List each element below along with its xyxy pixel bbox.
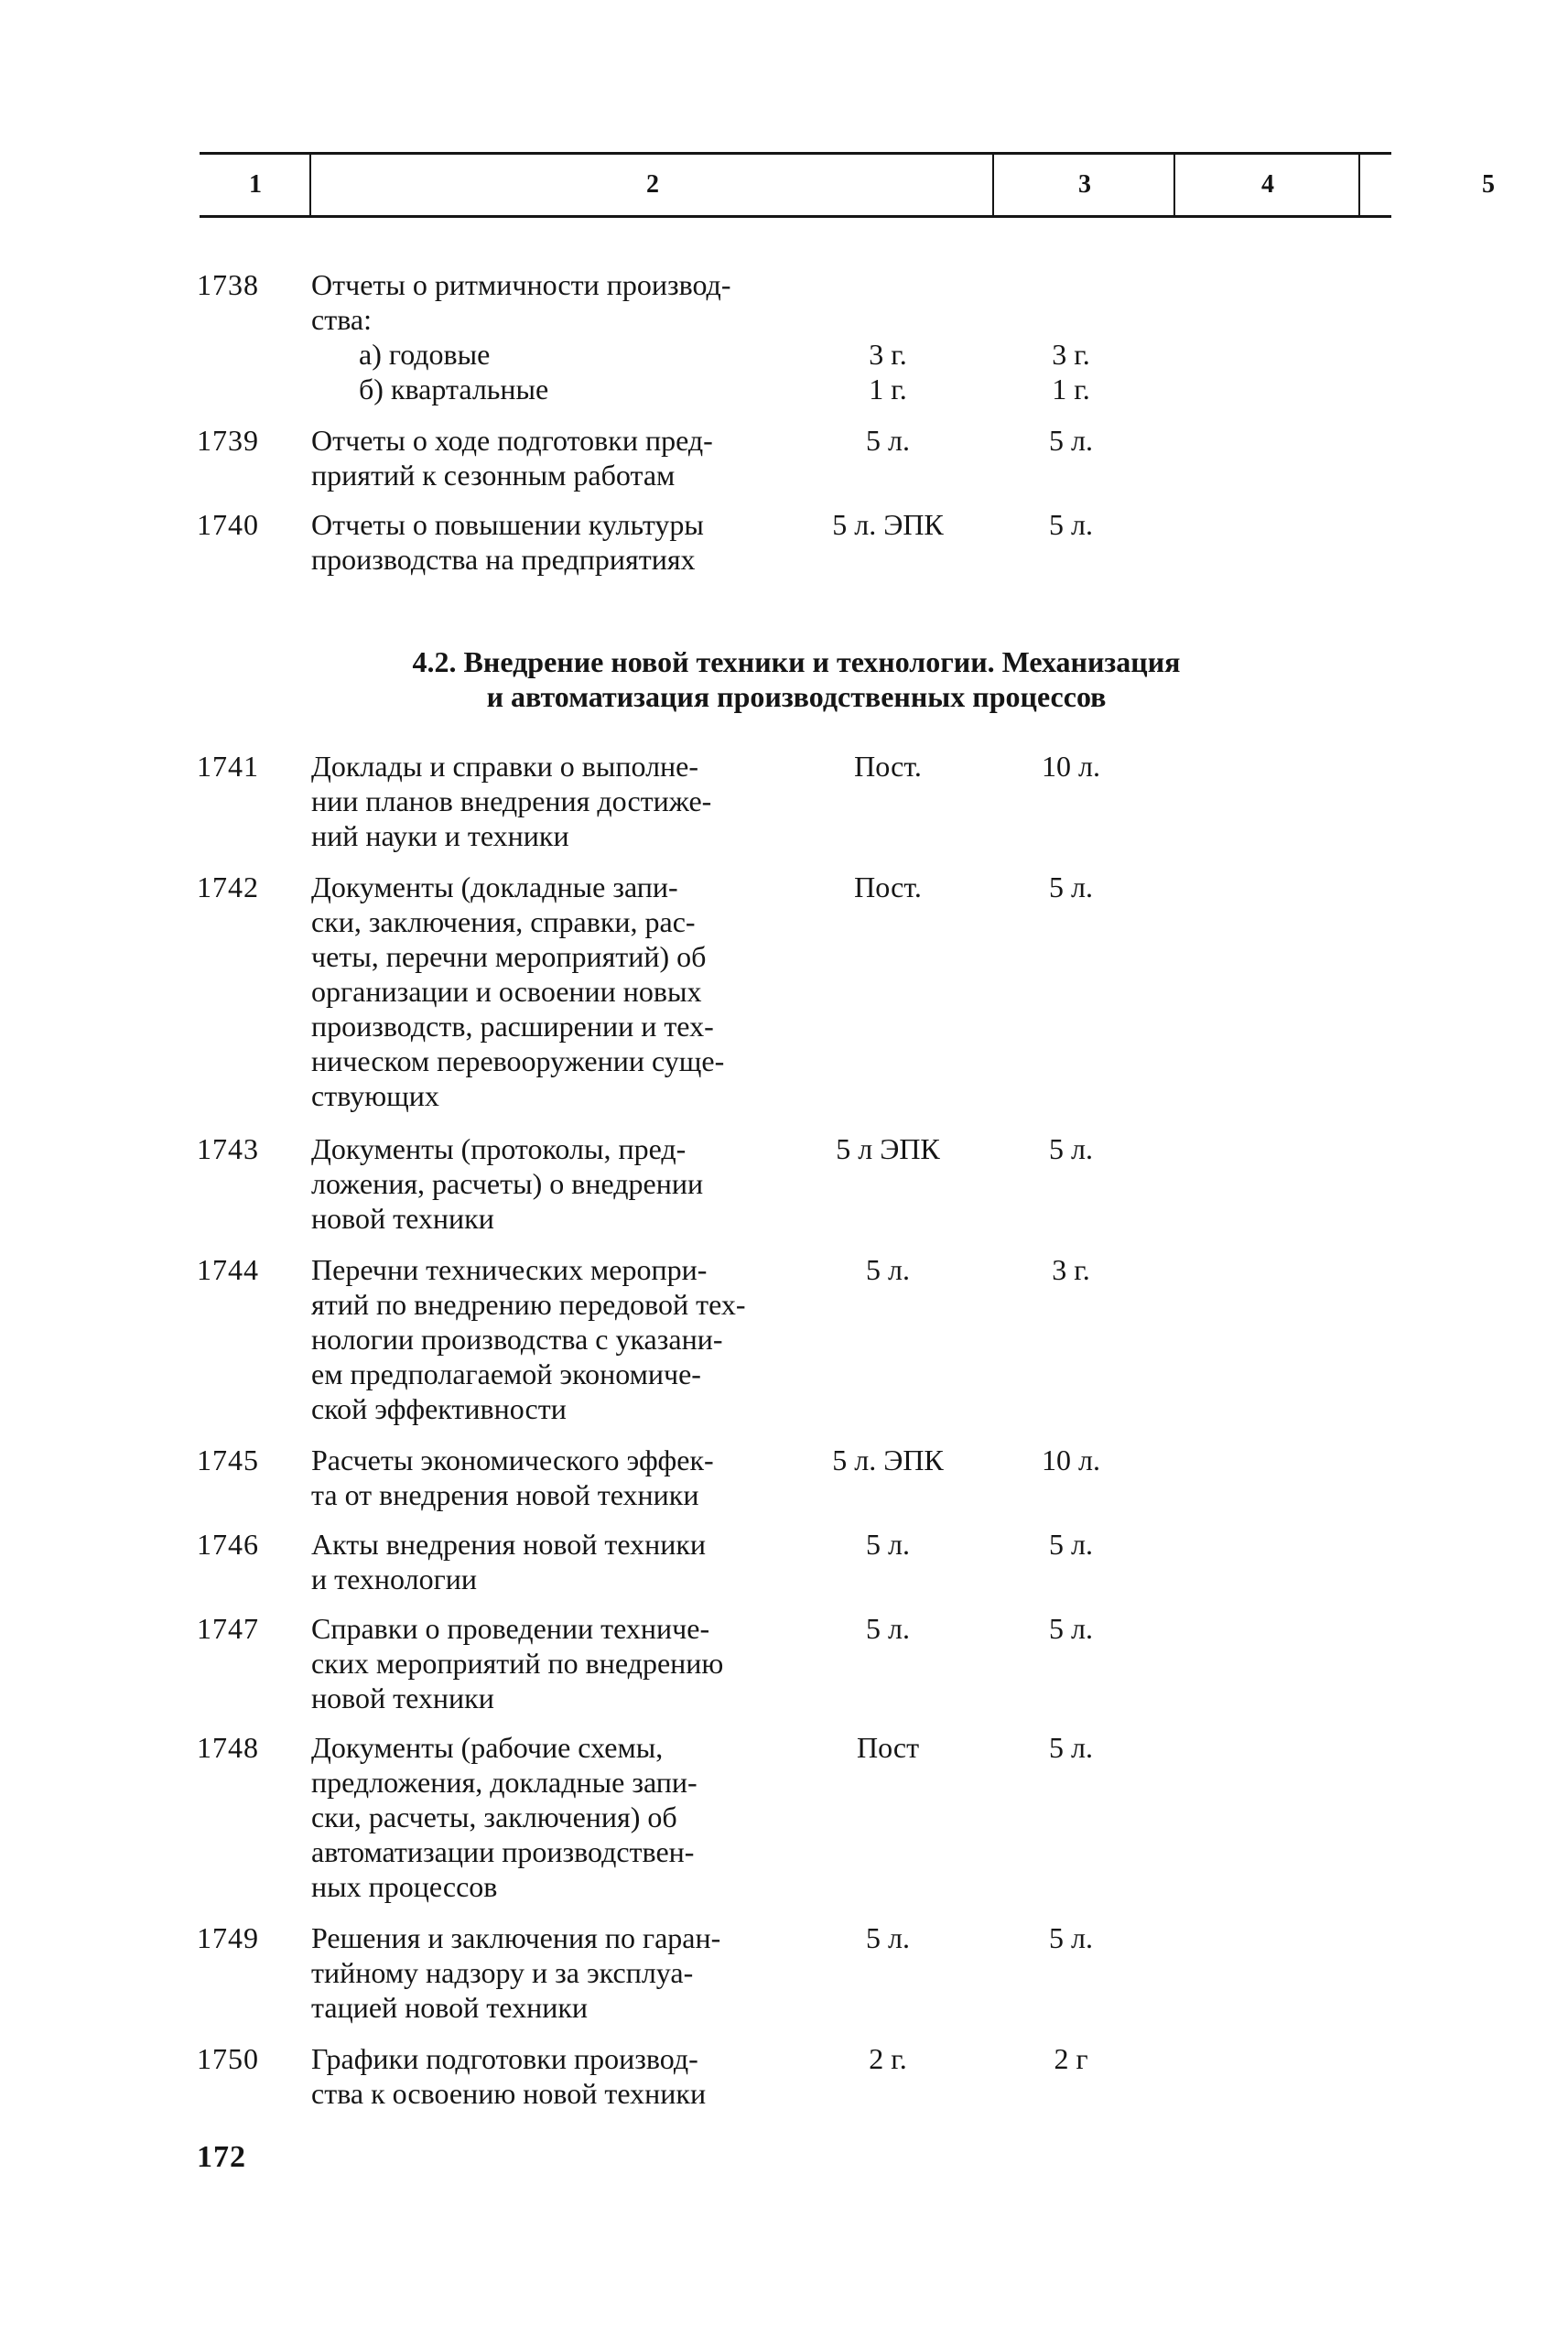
- article-description: Отчеты о ритмичности производ- ства:: [311, 268, 731, 336]
- storage-period-3: Пост.: [854, 750, 922, 783]
- column-header-table: [200, 152, 1495, 218]
- storage-period-3: Пост: [856, 1731, 920, 1764]
- article-description: Расчеты экономического эффек- та от внедрения новой техники: [311, 1444, 714, 1511]
- storage-period-4: 2 г: [1054, 2042, 1088, 2075]
- article-number: 1738: [197, 268, 259, 301]
- article-number: 1741: [197, 750, 259, 783]
- storage-period-4: 5 л.: [1049, 871, 1093, 903]
- storage-period-3: 2 г.: [869, 2042, 907, 2075]
- storage-period-3: 5 л.: [866, 424, 910, 457]
- article-number: 1750: [197, 2042, 259, 2075]
- section-heading: [302, 644, 1291, 714]
- storage-period-3: 5 л.: [866, 1528, 910, 1561]
- storage-period-4: 5 л.: [1049, 1921, 1093, 1954]
- article-number: 1745: [197, 1444, 259, 1476]
- storage-period-3: 5 л. ЭПК: [832, 1444, 944, 1476]
- storage-period-4: 3 г.: [1052, 1253, 1090, 1286]
- section-heading-line: и автоматизация производственных процессов: [486, 680, 1107, 713]
- storage-period-4: 3 г.: [1052, 338, 1090, 371]
- article-description: Доклады и справки о выполне- нии планов внедрения достиже- ний науки и техники: [311, 750, 712, 852]
- page-number: 172: [197, 2140, 246, 2174]
- column-header-2: 2: [646, 170, 659, 199]
- storage-period-4: 1 г.: [1052, 373, 1090, 406]
- article-description: Акты внедрения новой техники и технологии: [311, 1528, 707, 1595]
- storage-period-3: 3 г.: [869, 338, 907, 371]
- article-number: 1748: [197, 1731, 259, 1764]
- section-heading-line: 4.2. Внедрение новой техники и технологии. Механизация: [412, 645, 1181, 678]
- article-description: Решения и заключения по гаран- тийному надзору и за эксплуа- тацией новой техники: [311, 1921, 721, 2024]
- storage-period-4: 5 л.: [1049, 1731, 1093, 1764]
- article-description: Графики подготовки производ- ства к освоению новой техники: [311, 2042, 707, 2110]
- column-header-1: 1: [249, 170, 262, 199]
- article-number: 1742: [197, 871, 259, 903]
- article-description: Документы (докладные запи- ски, заключения, справки, рас- четы, перечни мероприятий) об организации и освоении новых производств, расширении и тех- ническом перевооружении суще- ствующих: [311, 871, 725, 1112]
- article-description: Документы (протоколы, пред- ложения, расчеты) о внедрении новой техники: [311, 1132, 704, 1235]
- storage-period-4: 5 л.: [1049, 1132, 1093, 1165]
- article-number: 1743: [197, 1132, 259, 1165]
- article-description: Перечни технических меропри- ятий по внедрению передовой тех- нологии производства с указани- ем предполагаемой экономиче- ской эффективности: [311, 1253, 746, 1425]
- storage-period-4: 5 л.: [1049, 508, 1093, 541]
- storage-period-3: 5 л.: [866, 1921, 910, 1954]
- storage-period-4: 5 л.: [1049, 424, 1093, 457]
- article-number: 1744: [197, 1253, 259, 1286]
- column-header-3: 3: [1078, 170, 1091, 199]
- article-description: Документы (рабочие схемы, предложения, докладные запи- ски, расчеты, заключения) об автоматизации производствен- ных процессов: [311, 1731, 697, 1903]
- storage-period-3: 1 г.: [869, 373, 907, 406]
- column-header-4: 4: [1261, 170, 1274, 199]
- article-description: Справки о проведении техниче- ских мероприятий по внедрению новой техники: [311, 1612, 724, 1714]
- storage-period-4: 10 л.: [1042, 1444, 1100, 1476]
- article-number: 1746: [197, 1528, 259, 1561]
- article-number: 1749: [197, 1921, 259, 1954]
- storage-period-3: 5 л ЭПК: [836, 1132, 940, 1165]
- storage-period-3: 5 л.: [866, 1612, 910, 1645]
- article-number: 1740: [197, 508, 259, 541]
- article-number: 1739: [197, 424, 259, 457]
- storage-period-4: 5 л.: [1049, 1612, 1093, 1645]
- storage-period-3: 5 л.: [866, 1253, 910, 1286]
- article-subitem: б) квартальные: [359, 373, 549, 406]
- article-description: Отчеты о ходе подготовки пред- приятий к сезонным работам: [311, 424, 713, 492]
- article-description: Отчеты о повышении культуры производства на предприятиях: [311, 508, 704, 576]
- storage-period-3: 5 л. ЭПК: [832, 508, 944, 541]
- storage-period-3: Пост.: [854, 871, 922, 903]
- storage-period-4: 10 л.: [1042, 750, 1100, 783]
- article-subitem: а) годовые: [359, 338, 491, 371]
- article-number: 1747: [197, 1612, 259, 1645]
- storage-period-4: 5 л.: [1049, 1528, 1093, 1561]
- column-header-5: 5: [1482, 170, 1495, 199]
